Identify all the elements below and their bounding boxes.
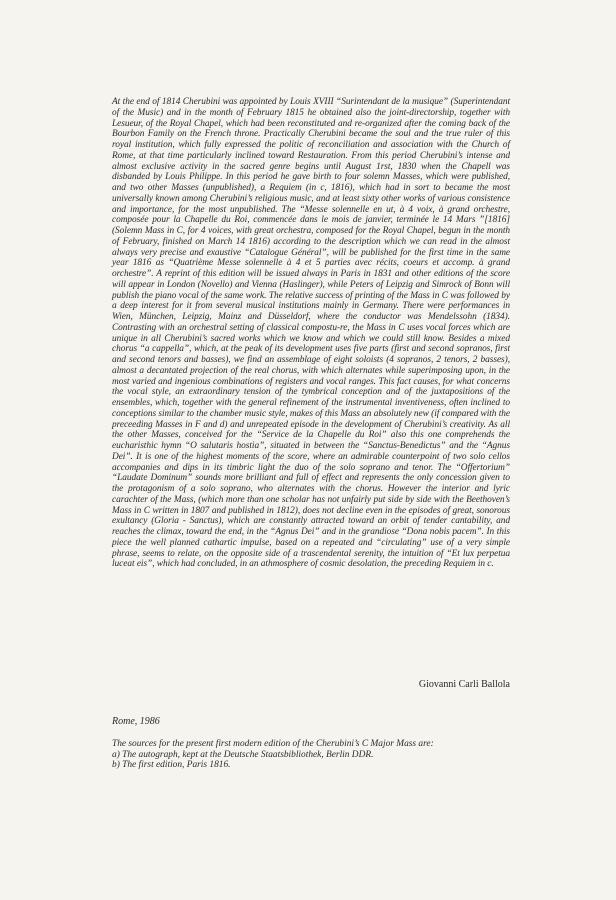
main-paragraph: At the end of 1814 Cherubini was appointed by Louis XVIII “Surintendant de la musique” (Superintendant of the Music) and in the month of February 1815 he obtained also the joint-directorship, together with Lesueur, of the Royal Chapel, which had been reconstituted and re-organized after the coming back of the Bourbon Family on the French throne. Practically Cherubini became the soul and the true ruler of this royal institution, which fully expressed the politic of reconciliation and association with the Church of Rome, at that time particularly inclined toward Restauration. From this period Cherubini’s intense and almost exclusive activity in the sacred genre begins until August 1rst, 1830 when the Chapell was disbanded by Louis Philippe. In this period he gave birth to four solemn Masses, which were published, and two other Masses (unpublished), a Requiem (in c, 1816), which had in sort to became the most universally known among Cherubini’s religious music, and at least sixty other works of various consistence and importance, for the most unpublished. The “Messe solennelle en ut, à 4 voix, à grand orchestre, composée pour la Chapelle du Roi, commencée dans le mois de janvier, terminée le 14 Mars ”[1816] (Solemn Mass in C, for 4 voices, with great orchestra, composed for the Royal Chapel, begun in the month of February, finished on March 14 1816) according to the description which we can read in the almost always very precise and exaustive “Catalogue Général”, will be published for the first time in the same year 1816 as “Quatrième Messe solennelle à 4 et 5 parties avec récits, coeurs et accomp. à grand orchestre”. A reprint of this edition will be issued always in Paris in 1831 and other editions of the score will appear in London (Novello) and Vienna (Haslinger), while Peters of Leipzig and Simrock of Bonn will publish the piano vocal of the same work. The relative success of printing of the Mass in C was followed by a deep interest for it from several musical institutions mainly in Germany. There were performances in Wien, München, Leipzig, Mainz and Düsseldorf, where the conductor was Mendelssohn (1834). Contrasting with an orchestral setting of classical compostu-re, the Mass in C uses vocal forces which are unique in all Cherubini’s sacred works which we know and which we could still know. Besides a mixed chorus “a cappella”, which, at the peak of its development uses five parts (first and second sopranos, first and second tenors and basses), we find an assemblage of eight soloists (4 sopranos, 2 tenors, 2 basses), almost a decantated projection of the real chorus, with which alternates while superimposing upon, in the most varied and ingenious combinations of registers and vocal ranges. This fact causes, for what concerns the vocal style, an extraordinary tension of the tymbrical conception and of the juxtapositions of the ensembles, which, together with the general refinement of the instrumental inventiveness, often inclined to conceptions similar to the chamber music style, makes of this Mass an absolutely new (if compared with the preceeding Masses in F and d) and unrepeated episode in the development of Cherubini’s creativity. As all the other Masses, conceived for the “Service de la Chapelle du Roi” also this one comprehends the eucharisthic hymn “O salutaris hostia”, situated in between the “Sanctus-Benedictus” and the “Agnus Dei”. It is one of the highest moments of the score, where an admirable counterpoint of two solo cellos accompanies and dips in its timbric light the duo of the solo soprano and tenor. The “Offertorium” “Laudate Dominum” sounds more brilliant and full of effect and represents the only concession given to the protagonism of a solo soprano, who alternates with the chorus. However the interior and lyric carachter of the Mass, (which more than one scholar has not unfairly put side by side with the Beethoven’s Mass in C written in 1807 and published in 1812), does not decline even in the episodes of great, sonorous exultancy (Gloria - Sanctus), which are constantly attracted toward an orbit of tender cantability, and reaches the climax, toward the end, in the “Agnus Dei” and in the grandiose “Dona nobis pacem”. In this piece the well planned cathartic impulse, based on a repeated and “circulating” use of a very simple phrase, seems to relate, on the opposite side of a trascendental serenity, the intuition of “Et lux perpetua luceat eis”, which had concluded, in an athmosphere of cosmic desolation, the preceding Requiem in c. xyxy=(112,97,510,570)
author-signature: Giovanni Carli Ballola xyxy=(418,679,510,690)
sources-note xyxy=(112,739,512,771)
place-date: Rome, 1986 xyxy=(112,716,160,727)
source-item-b: b) The first edition, Paris 1816. xyxy=(112,760,231,771)
sources-intro: The sources for the present first modern edition of the Cherubini’s C Major Mass are: xyxy=(112,739,434,749)
source-item-a: a) The autograph, kept at the Deutsche Staatsbibliothek, Berlin DDR. xyxy=(112,749,374,760)
